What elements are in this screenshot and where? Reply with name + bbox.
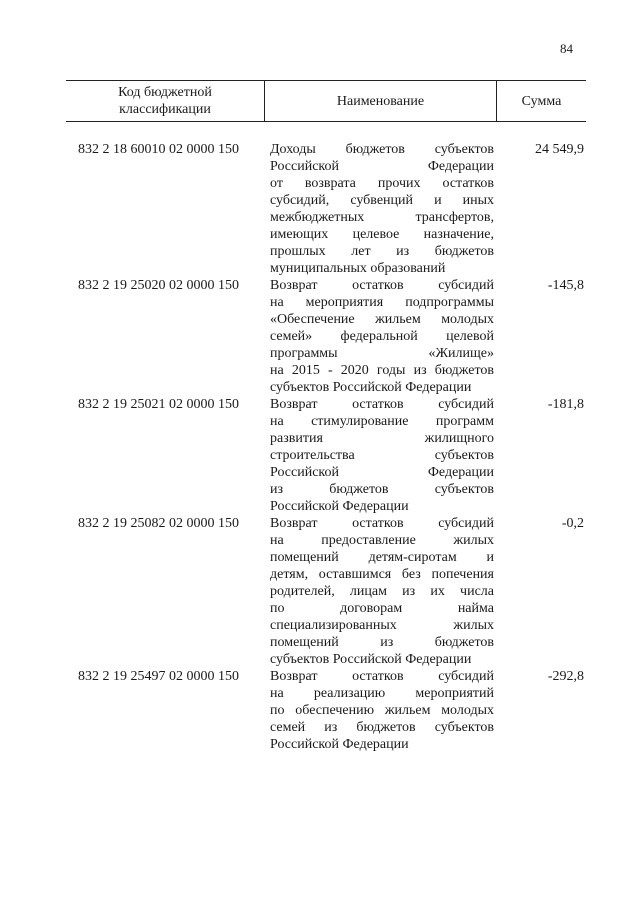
row-name-line: Возврат остатков субсидий [270,278,494,293]
header-sum-label: Сумма [521,93,562,109]
row-name-line: прошлых лет из бюджетов [270,244,494,259]
row-name [270,277,494,396]
row-name-line: от возврата прочих остатков [270,176,494,191]
row-name-line: имеющих целевое назначение, [270,227,494,242]
row-sum: 24 549,9 [535,142,584,157]
row-name [270,396,494,515]
row-name-line: семей» федеральной целевой [270,329,494,344]
row-name [270,141,494,277]
row-name-line: помещений детям-сиротам и [270,550,494,565]
row-name-line: на стимулирование программ [270,414,494,429]
row-name-line: помещений из бюджетов [270,635,494,650]
row-name [270,668,494,753]
row-sum: -145,8 [547,278,584,293]
row-name-line: по обеспечению жильем молодых [270,703,494,718]
page-number: 84 [560,41,573,56]
table-row [0,515,639,668]
table-row [0,668,639,753]
header-name-label: Наименование [336,93,425,109]
row-name-line: специализированных жилых [270,618,494,633]
row-name-line: Возврат остатков субсидий [270,397,494,412]
header-code [66,81,265,121]
row-name-line: субъектов Российской Федерации [270,380,472,395]
row-name-line: развития жилищного [270,431,494,446]
header-sum [497,81,586,121]
row-code: 832 2 19 25020 02 0000 150 [78,278,239,293]
row-name-line: по договорам найма [270,601,494,616]
row-name-line: Доходы бюджетов субъектов [270,142,494,157]
row-name-line: родителей, лицам из их числа [270,584,494,599]
row-sum: -0,2 [561,516,584,531]
row-name-line: семей из бюджетов субъектов [270,720,494,735]
header-code-label: Код бюджетной классификации [118,85,212,117]
row-name-line: на предоставление жилых [270,533,494,548]
row-name-line: субсидий, субвенций и иных [270,193,494,208]
row-name-line: Возврат остатков субсидий [270,516,494,531]
table-row [0,141,639,277]
row-name-line: Российской Федерации [270,159,494,174]
row-name-line: Российской Федерации [270,499,409,514]
table-row [0,396,639,515]
row-name-line: на мероприятия подпрограммы [270,295,494,310]
row-code: 832 2 19 25021 02 0000 150 [78,397,239,412]
row-code: 832 2 19 25082 02 0000 150 [78,516,239,531]
table-header [66,80,586,122]
row-name-line: на реализацию мероприятий [270,686,494,701]
row-name-line: Возврат остатков субсидий [270,669,494,684]
row-name-line: муниципальных образований [270,261,446,276]
row-name-line: Российской Федерации [270,465,494,480]
row-name-line: программы «Жилище» [270,346,494,361]
row-name-line: на 2015 - 2020 годы из бюджетов [270,363,494,378]
row-code: 832 2 18 60010 02 0000 150 [78,142,239,157]
row-sum: -181,8 [547,397,584,412]
row-name-line: субъектов Российской Федерации [270,652,472,667]
row-name-line: Российской Федерации [270,737,409,752]
row-sum: -292,8 [547,669,584,684]
row-code: 832 2 19 25497 02 0000 150 [78,669,239,684]
row-name-line: строительства субъектов [270,448,494,463]
table-body [0,141,639,753]
row-name-line: межбюджетных трансфертов, [270,210,494,225]
row-name-line: из бюджетов субъектов [270,482,494,497]
row-name [270,515,494,668]
header-name [265,81,497,121]
row-name-line: детям, оставшимся без попечения [270,567,494,582]
table-row [0,277,639,396]
row-name-line: «Обеспечение жильем молодых [270,312,494,327]
